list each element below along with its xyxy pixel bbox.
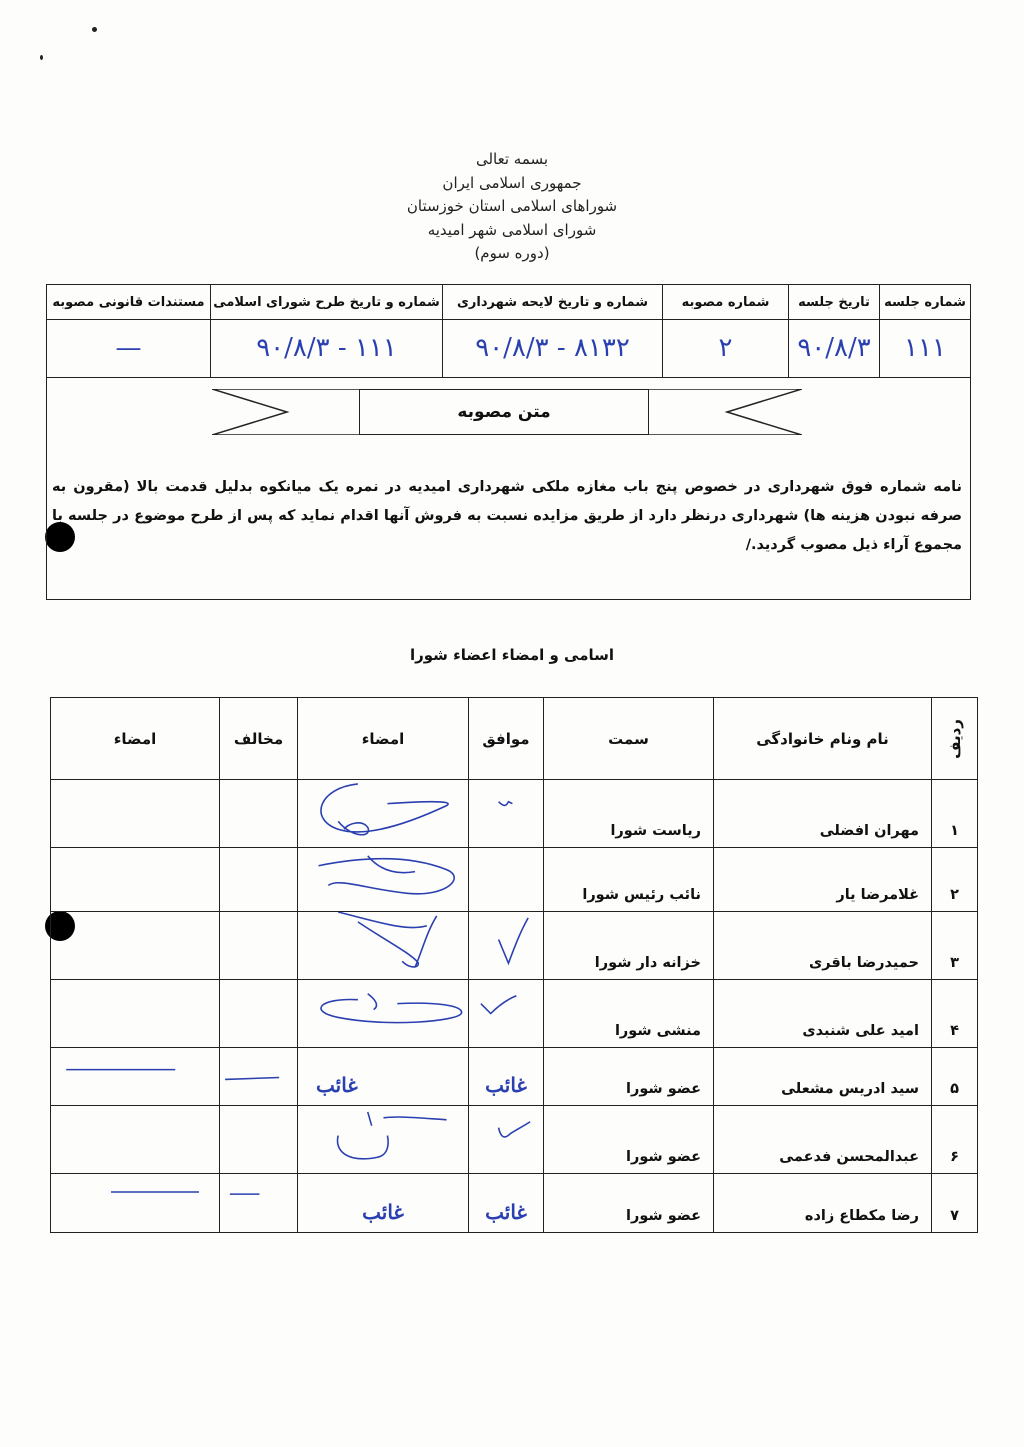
row-no: ۴ — [931, 980, 977, 1047]
member-name: مهران افضلی — [713, 780, 931, 847]
absent-note-signature: غائب — [297, 1048, 468, 1105]
check-mark-icon — [469, 780, 543, 847]
header-legal-docs: مستندات قانونی مصوبه — [52, 294, 205, 310]
member-position: عضو شورا — [543, 1106, 713, 1173]
dash-mark — [51, 1174, 219, 1232]
member-name: غلامرضا یار — [713, 848, 931, 911]
member-name: امید علی شنبدی — [713, 980, 931, 1047]
absent-note-signature: غائب — [297, 1174, 468, 1232]
member-position: خزانه دار شورا — [543, 912, 713, 979]
agree-cell — [468, 980, 543, 1047]
signature-cell — [297, 980, 468, 1047]
info-header-row — [47, 285, 970, 320]
header-session-no: شماره جلسه — [879, 285, 970, 319]
table-row — [51, 848, 977, 912]
signature-cell-2 — [51, 848, 219, 911]
signature-cell-2 — [51, 1174, 219, 1232]
table-row — [51, 1106, 977, 1174]
member-name: عبدالمحسن فدعمی — [713, 1106, 931, 1173]
value-session-no: ۱۱۱ — [879, 319, 970, 377]
oppose-cell — [219, 1174, 297, 1232]
header-agree: موافق — [468, 698, 543, 779]
check-mark-icon — [469, 1106, 543, 1173]
signature-cell — [297, 780, 468, 847]
member-position: منشی شورا — [543, 980, 713, 1047]
row-no: ۶ — [931, 1106, 977, 1173]
header-line: بسمه تعالی — [475, 150, 549, 168]
signature-cell — [297, 848, 468, 911]
resolution-info-table — [46, 284, 971, 600]
table-row — [51, 1048, 977, 1106]
row-no: ۱ — [931, 780, 977, 847]
dash-mark — [51, 1048, 219, 1105]
header-line: شورای اسلامی شهر امیدیه — [427, 220, 597, 239]
document-header — [0, 148, 1024, 266]
header-sign1: امضاء — [297, 698, 468, 779]
members-header-row — [51, 698, 977, 780]
signature-cell-2 — [51, 1106, 219, 1173]
member-position: ریاست شورا — [543, 780, 713, 847]
signature-cell-2 — [51, 912, 219, 979]
row-no: ۵ — [931, 1048, 977, 1105]
header-position: سمت — [543, 698, 713, 779]
table-row — [51, 980, 977, 1048]
value-plan-no-date: ۱۱۱ - ۹۰/۸/۳ — [210, 319, 442, 377]
check-mark-icon — [469, 980, 543, 1047]
row-no: ۳ — [931, 912, 977, 979]
oppose-cell — [219, 1048, 297, 1105]
header-line: (دوره سوم) — [474, 244, 550, 262]
value-bill-no-date: ۸۱۳۲ - ۹۰/۸/۳ — [442, 319, 662, 377]
oppose-cell — [219, 980, 297, 1047]
signature-cell — [297, 912, 468, 979]
header-bill-no-date: شماره و تاریخ لایحه شهرداری — [442, 285, 662, 319]
value-session-date: ۹۰/۸/۳ — [788, 319, 879, 377]
agree-cell — [468, 780, 543, 847]
dash-mark — [220, 1048, 297, 1105]
resolution-body-text: نامه شماره فوق شهرداری در خصوص پنج باب مغازه ملکی شهرداری امیدیه در نمره یک میانکوه بدلیل قدمت بالا (مقرون به صرفه نبودن هزینه ها) شهرداری درنظر دارد از طریق مزایده نسبت به فروش آنها اقدام نماید که پس از طرح موضوع در جلسه با مجموع آراء ذیل مصوب گردید./ — [52, 479, 962, 553]
table-row — [51, 780, 977, 848]
signature-cell-2 — [51, 780, 219, 847]
handwritten-signature — [298, 1106, 468, 1173]
info-value-row — [47, 319, 970, 378]
absent-note: غائب — [468, 1048, 543, 1105]
header-session-date: تاریخ جلسه — [788, 285, 879, 319]
text-title-banner — [212, 389, 802, 435]
header-resolution-no: شماره مصوبه — [662, 285, 788, 319]
value-resolution-no: ۲ — [662, 319, 788, 377]
left-ribbon-shape — [212, 389, 362, 435]
check-mark-icon — [469, 912, 543, 979]
oppose-cell — [219, 1106, 297, 1173]
ink-speck — [92, 27, 97, 32]
handwritten-signature — [298, 980, 468, 1047]
member-name: حمیدرضا باقری — [713, 912, 931, 979]
dash-mark — [220, 1174, 297, 1232]
ink-speck — [40, 55, 43, 60]
header-oppose: مخالف — [219, 698, 297, 779]
members-table — [50, 697, 978, 1233]
value-legal-docs: — — [115, 333, 142, 363]
table-row — [51, 1174, 977, 1232]
member-name: سید ادریس مشعلی — [713, 1048, 931, 1105]
member-position: نائب رئیس شورا — [543, 848, 713, 911]
member-position: عضو شورا — [543, 1048, 713, 1105]
agree-cell — [468, 912, 543, 979]
handwritten-signature — [298, 848, 468, 911]
oppose-cell — [219, 912, 297, 979]
member-position: عضو شورا — [543, 1174, 713, 1232]
agree-cell — [468, 1106, 543, 1173]
header-name: نام ونام خانوادگی — [713, 698, 931, 779]
oppose-cell — [219, 848, 297, 911]
signature-cell — [297, 1106, 468, 1173]
header-sign2: امضاء — [113, 729, 157, 748]
header-line: شوراهای اسلامی استان خوزستان — [406, 197, 618, 215]
text-title: متن مصوبه — [359, 389, 649, 435]
agree-cell — [468, 848, 543, 911]
handwritten-signature — [298, 780, 468, 847]
table-row — [51, 912, 977, 980]
members-section-title: اسامی و امضاء اعضاء شورا — [409, 646, 615, 664]
oppose-cell — [219, 780, 297, 847]
row-no: ۲ — [931, 848, 977, 911]
header-row-no — [931, 698, 977, 779]
handwritten-signature — [298, 912, 468, 979]
member-name: رضا مکطاع زاده — [713, 1174, 931, 1232]
header-row-no-label: ردیف — [945, 718, 964, 759]
signature-cell-2 — [51, 1048, 219, 1105]
row-no: ۷ — [931, 1174, 977, 1232]
signature-cell-2 — [51, 980, 219, 1047]
absent-note: غائب — [468, 1174, 543, 1232]
header-plan-no-date: شماره و تاریخ طرح شورای اسلامی — [210, 285, 442, 319]
right-ribbon-shape — [649, 389, 802, 435]
header-line: جمهوری اسلامی ایران — [442, 173, 582, 192]
